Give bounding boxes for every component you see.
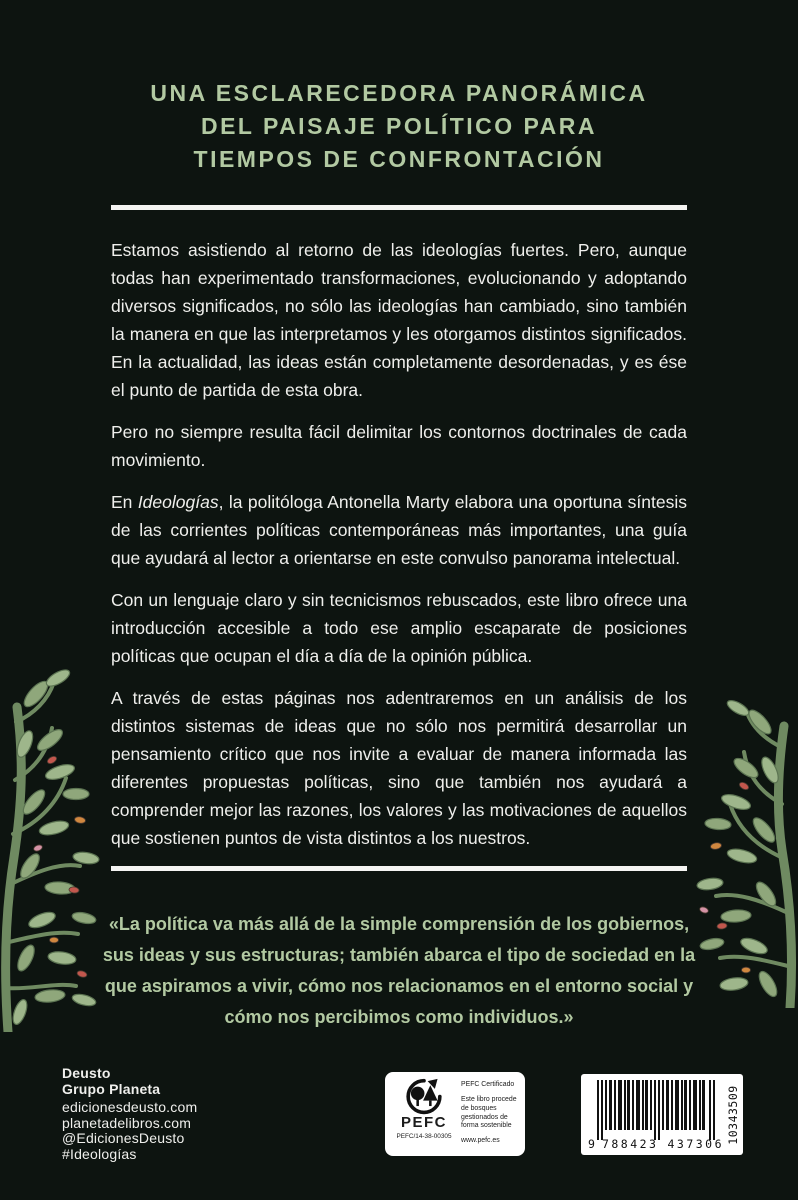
isbn-digits [588,1137,725,1151]
book-hashtag: #Ideologías [62,1145,137,1162]
publisher-website-1: edicionesdeusto.com [62,1099,198,1115]
synopsis-paragraph-3 [111,488,687,572]
book-title-italic: Ideologías [137,492,219,512]
isbn-lead-digit: 9 [588,1137,595,1151]
botanical-illustration-right [690,688,798,1008]
synopsis-paragraph-4: Con un lenguaje claro y sin tecnicismos rebuscados, este libro ofrece una introducción accesible a todo ese amplio escaparate de posiciones políticas que ocupan el día a día de la opinión pública. [111,590,687,666]
paragraph-3-suffix: , la politóloga Antonella Marty elabora una oportuna síntesis de las corrientes políticas contemporáneas más importantes, una guía que ayudará al lector a orientarse en este convulso panorama intelectual. [111,492,687,568]
barcode [581,1074,743,1155]
cover-tagline [0,77,798,176]
divider-top [111,205,687,210]
publisher-website-2: planetadelibros.com [62,1114,192,1131]
tagline-line-2: DEL PAISAJE POLÍTICO PARA [200,113,598,140]
publisher-social-handle: @EdicionesDeusto [62,1130,185,1146]
tagline-line-1: UNA ESCLARECEDORA PANORÁMICA [150,80,648,107]
pefc-certificate-code: PEFC/14-38-00305 [396,1133,452,1140]
synopsis-paragraph-2: Pero no siempre resulta fácil delimitar los contornos doctrinales de cada movimiento. [111,422,687,470]
pefc-certification-label [385,1072,525,1156]
pefc-logo-text: PEFC [400,1114,447,1131]
botanical-illustration-left [0,652,108,1032]
isbn-group-1: 788423 [601,1137,659,1151]
synopsis-paragraph-5: A través de estas páginas nos adentraremos en un análisis de los distintos sistemas de ideas que no sólo nos permitirá desarrollar un pensamiento crítico que nos invite a evaluar de manera informada las diferentes propuestas políticas, sino que también nos ayudará a comprender mejor las razones, los valores y las motivaciones de aquellos que sostienen puntos de vista distintos a los nuestros. [111,688,687,848]
pefc-certified-label: PEFC Certificado [461,1081,515,1088]
barcode-bars [597,1080,715,1140]
isbn-group-2: 437306 [667,1137,725,1151]
paragraph-3-prefix: En [111,492,138,512]
pefc-logo-icon [400,1078,448,1116]
divider-bottom [111,866,687,871]
pefc-description: Este libro procede de bosques gestionados de forma sostenible [461,1096,517,1130]
publisher-block [62,1066,197,1162]
publisher-group: Grupo Planeta [62,1080,161,1097]
publisher-imprint: Deusto [62,1065,111,1081]
tagline-line-3: TIEMPOS DE CONFRONTACIÓN [193,146,605,173]
synopsis-column [102,205,696,1033]
pull-quote: «La política va más allá de la simple comprensión de los gobiernos, sus ideas y sus estructuras; también abarca el tipo de sociedad en la que aspiramos a vivir, cómo nos relacionamos en el entorno social y cómo nos percibimos como individuos.» [102,914,696,1027]
synopsis-paragraph-1: Estamos asistiendo al retorno de las ideologías fuertes. Pero, aunque todas han experimentado transformaciones, evolucionando y adoptando diversos significados, no sólo las ideologías han cambiado, sino también la manera en que las interpretamos y les otorgamos distintos significados. En la actualidad, las ideas están completamente desordenadas, y es ése el punto de partida de esta obra. [111,240,687,400]
product-reference-number: 10343509 [726,1084,740,1145]
pefc-url: www.pefc.es [461,1137,500,1145]
